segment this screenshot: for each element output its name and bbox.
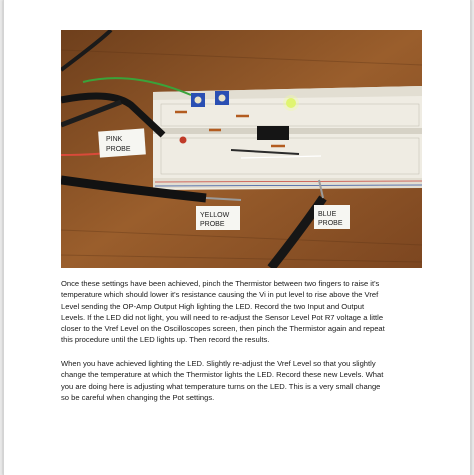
op-amp-chip — [257, 126, 289, 140]
paragraph-readjust-vref: When you have achieved lighting the LED. Slightly re-adjust the Vref Level so that you slightly change the temperature at which the Thermistor lights the LED. Record these new Levels. What you are doing here is adjusting what temperature turns on the LED. This is a very small change so be careful when changing the Pot settings. — [61, 359, 384, 402]
blue-probe-label — [314, 205, 350, 229]
yellow-probe-label-line1: YELLOW — [200, 212, 230, 219]
blue-probe-label-line1: BLUE — [318, 211, 337, 218]
breadboard-photo-illustration — [61, 30, 422, 268]
blue-probe-label-line2: PROBE — [318, 220, 343, 227]
pink-probe-label-line2: PROBE — [106, 146, 131, 153]
yellow-probe-label-line2: PROBE — [200, 221, 225, 228]
pink-probe-label-line1: PINK — [106, 136, 123, 143]
thermistor — [180, 137, 187, 144]
pink-probe-label — [98, 128, 146, 157]
yellow-probe-label — [196, 206, 240, 230]
breadboard-photo — [61, 30, 422, 268]
paragraph-pinch-thermistor: Once these settings have been achieved, pinch the Thermistor between two fingers to raise it's temperature which should lower it's resistance causing the Vi in put level to rise above the Vref Level sending the OP-Amp Output High lighting the LED. Record the two Input and Output Levels. If the LED did not light, you will need to re-adjust the Sensor Level Pot R7 voltage a little closer to the Vref Level on the Oscilloscopes screen, then pinch the Thermistor again and repeat this procedure until the LED lights up. Then record the results. — [61, 279, 385, 345]
document-page — [3, 0, 471, 475]
